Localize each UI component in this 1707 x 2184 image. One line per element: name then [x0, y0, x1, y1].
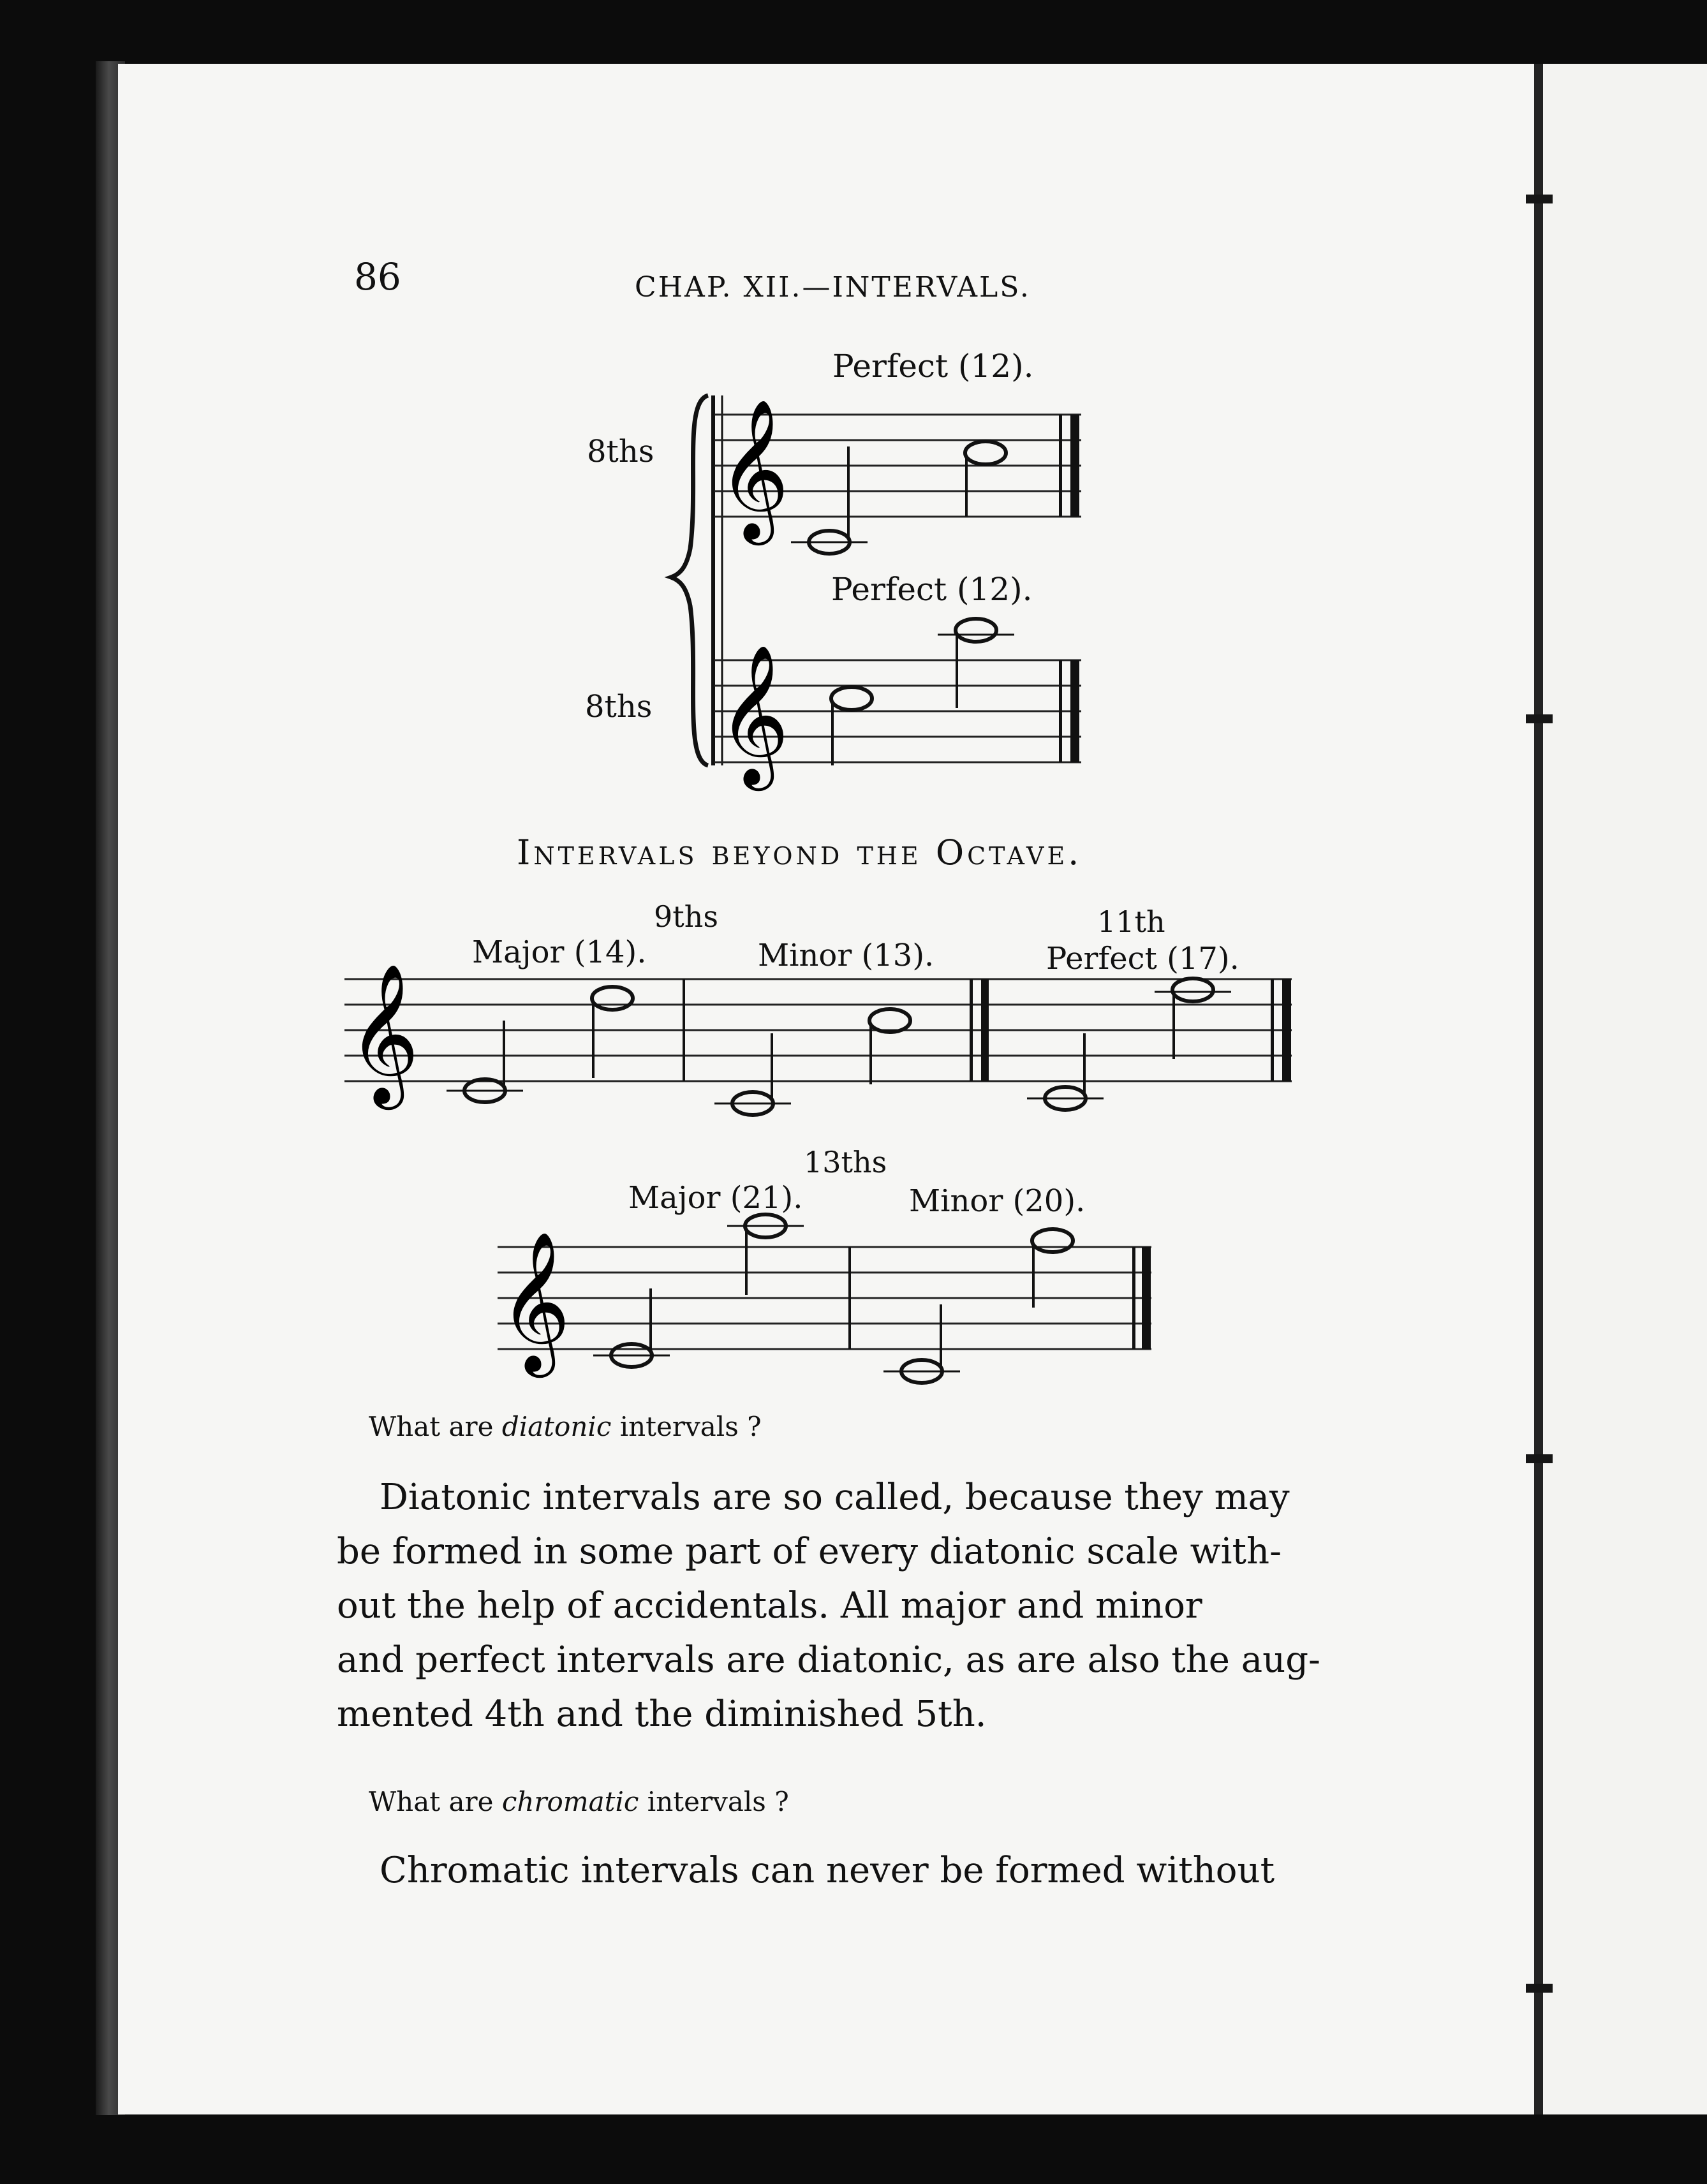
paragraph-line: be formed in some part of every diatonic scale with- [337, 1531, 1282, 1572]
barline [683, 979, 685, 1081]
page-number: 86 [354, 255, 401, 299]
final-barline [1070, 660, 1079, 762]
question-chromatic: What are chromatic intervals ? [369, 1786, 789, 1817]
note [1032, 1229, 1073, 1308]
final-barline [1142, 1247, 1151, 1349]
note [965, 441, 1006, 517]
note [831, 687, 872, 765]
note [1027, 1033, 1104, 1110]
treble-clef-icon: 𝄞 [499, 1230, 571, 1371]
treble-clef-icon: 𝄞 [718, 644, 790, 785]
interval-group-label: 8ths [587, 434, 654, 469]
barline [981, 979, 989, 1081]
interval-group-label: 11th [1097, 904, 1165, 939]
brace [671, 395, 708, 765]
interval-label: Perfect (12). [832, 348, 1034, 385]
interval-label: Perfect (17). [1046, 941, 1239, 977]
paragraph-line: Chromatic intervals can never be formed without [380, 1850, 1275, 1891]
final-barline [1282, 979, 1291, 1081]
barline [1271, 979, 1274, 1081]
paragraph-line: out the help of accidentals. All major and minor [337, 1585, 1202, 1627]
paragraph-line: Diatonic intervals are so called, because they may [380, 1477, 1290, 1518]
final-barline [1070, 415, 1079, 517]
interval-label: Perfect (12). [831, 571, 1033, 608]
interval-label: Major (14). [472, 934, 647, 970]
note [791, 446, 868, 554]
note [592, 987, 633, 1078]
interval-group-label: 9ths [654, 899, 718, 934]
barline [1132, 1247, 1135, 1349]
barline [848, 1247, 851, 1349]
running-title: CHAP. XII.—INTERVALS. [635, 271, 1031, 304]
interval-label: Major (21). [628, 1180, 803, 1216]
note [883, 1304, 960, 1383]
note [869, 1009, 910, 1084]
interval-group-label: 13ths [804, 1145, 887, 1179]
note [447, 1021, 523, 1102]
note [1155, 978, 1231, 1059]
note [593, 1288, 670, 1367]
staff-lines [344, 979, 1292, 1081]
section-title: Intervals beyond the Octave. [517, 832, 1083, 873]
treble-clef-icon: 𝄞 [718, 398, 790, 539]
staff-lines [498, 1247, 1151, 1349]
interval-label: Minor (20). [909, 1183, 1086, 1219]
paragraph-line: and perfect intervals are diatonic, as are also the aug- [337, 1639, 1320, 1681]
note [714, 1033, 791, 1115]
barline [1059, 660, 1062, 762]
barline [970, 979, 973, 1081]
paragraph-line: mented 4th and the diminished 5th. [337, 1693, 987, 1735]
barline [1059, 415, 1062, 517]
interval-group-label: 8ths [585, 689, 653, 725]
question-diatonic: What are diatonic intervals ? [369, 1411, 762, 1442]
note [938, 619, 1014, 708]
treble-clef-icon: 𝄞 [348, 963, 420, 1103]
note [727, 1214, 804, 1295]
interval-label: Minor (13). [758, 938, 935, 973]
